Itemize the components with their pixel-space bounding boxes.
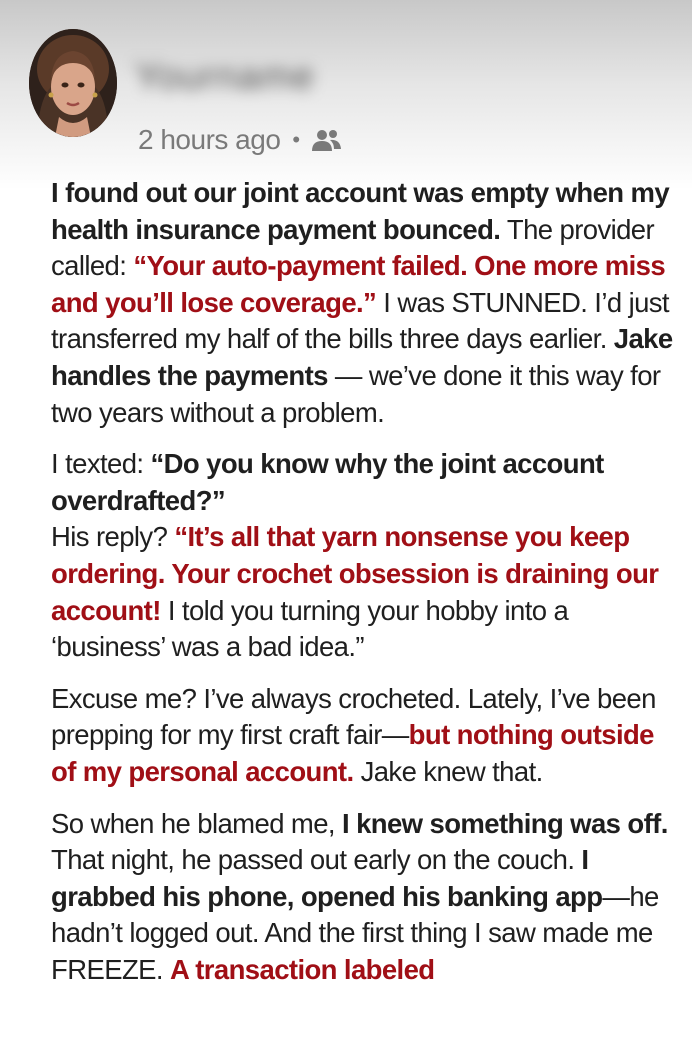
story-text: Jake knew that.	[353, 755, 543, 787]
story-text-bold: I found out our joint account was empty when my health insurance payment bounced.	[51, 177, 670, 245]
story-quote-highlight: but nothing outside of my personal account.	[51, 719, 654, 787]
story-text: Excuse me? I’ve always crocheted. Lately, I’ve been prepping for my first craft fair—	[51, 682, 656, 751]
story-paragraph	[51, 681, 676, 791]
story-text: —he hadn’t logged out. And the first thing I saw made me FREEZE.	[51, 880, 659, 985]
post-body	[51, 175, 676, 1003]
author-name[interactable]: Yourname	[135, 56, 315, 98]
avatar[interactable]	[29, 29, 117, 137]
story-paragraph	[51, 446, 676, 666]
story-text: So when he blamed me,	[51, 807, 343, 839]
meta-separator: •	[292, 127, 300, 152]
story-text: That night, he passed out early on the couch.	[51, 844, 582, 876]
story-text: The provider called:	[51, 213, 655, 282]
post-meta	[138, 124, 344, 156]
story-quote-highlight: “It’s all that yarn nonsense you keep ordering. Your crochet obsession is draining our account!	[51, 521, 659, 626]
avatar-photo	[29, 29, 117, 137]
post-timestamp[interactable]: 2 hours ago	[138, 124, 281, 155]
story-text: I told you turning your hobby into a ‘business’ was a bad idea.”	[51, 594, 569, 663]
story-quote-highlight: A transaction labeled	[169, 953, 435, 985]
story-text-bold: Jake handles the payments	[51, 323, 673, 391]
story-text: I texted:	[51, 448, 151, 480]
story-text: — we’ve done it this way for two years without a problem.	[51, 359, 661, 428]
story-paragraph	[51, 175, 676, 431]
friends-icon[interactable]	[310, 127, 344, 153]
story-text: His reply?	[51, 521, 175, 553]
story-paragraph	[51, 806, 676, 989]
story-text-bold: “Do you know why the joint account overdrafted?”	[51, 448, 604, 516]
story-text-bold: I grabbed his phone, opened his banking app	[51, 844, 603, 912]
post-header	[0, 0, 692, 185]
story-quote-highlight: “Your auto-payment failed. One more miss and you’ll lose coverage.”	[51, 250, 666, 318]
story-text: I was STUNNED. I’d just transferred my half of the bills three days earlier.	[51, 286, 669, 355]
story-text-bold: I knew something was off.	[342, 807, 668, 839]
